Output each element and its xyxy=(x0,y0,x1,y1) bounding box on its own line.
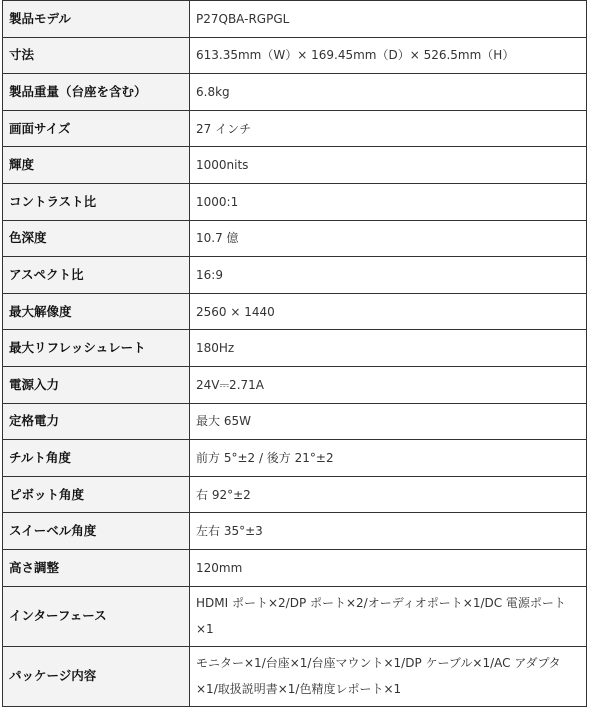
spec-row-dimensions xyxy=(3,37,587,74)
spec-label: ピボット角度 xyxy=(3,476,190,513)
spec-row-max-resolution xyxy=(3,293,587,330)
spec-row-color-depth xyxy=(3,220,587,257)
spec-value: HDMI ポート×2/DP ポート×2/オーディオポート×1/DC 電源ポート×1 xyxy=(190,586,587,646)
spec-row-contrast xyxy=(3,183,587,220)
spec-label: インターフェース xyxy=(3,586,190,646)
spec-label: 画面サイズ xyxy=(3,110,190,147)
spec-row-height-adjust xyxy=(3,549,587,586)
spec-value: 1000:1 xyxy=(190,183,587,220)
spec-row-tilt xyxy=(3,440,587,477)
spec-label: パッケージ内容 xyxy=(3,646,190,706)
spec-label: 色深度 xyxy=(3,220,190,257)
spec-row-pivot xyxy=(3,476,587,513)
spec-row-screen-size xyxy=(3,110,587,147)
spec-label: チルト角度 xyxy=(3,440,190,477)
spec-label: 輝度 xyxy=(3,147,190,184)
spec-row-refresh-rate xyxy=(3,330,587,367)
spec-value: 6.8kg xyxy=(190,74,587,111)
spec-label: 電源入力 xyxy=(3,366,190,403)
spec-label: 製品モデル xyxy=(3,1,190,38)
spec-value: 最大 65W xyxy=(190,403,587,440)
spec-table xyxy=(2,0,587,707)
spec-label: 高さ調整 xyxy=(3,549,190,586)
spec-row-interface xyxy=(3,586,587,646)
spec-row-package-contents xyxy=(3,646,587,706)
spec-value: 2560 × 1440 xyxy=(190,293,587,330)
spec-label: 最大解像度 xyxy=(3,293,190,330)
spec-value: 16:9 xyxy=(190,257,587,294)
spec-row-brightness xyxy=(3,147,587,184)
spec-label: 定格電力 xyxy=(3,403,190,440)
spec-row-aspect-ratio xyxy=(3,257,587,294)
spec-value: 左右 35°±3 xyxy=(190,513,587,550)
spec-value: 1000nits xyxy=(190,147,587,184)
spec-value: 613.35mm（W）× 169.45mm（D）× 526.5mm（H） xyxy=(190,37,587,74)
spec-value: 右 92°±2 xyxy=(190,476,587,513)
spec-label: コントラスト比 xyxy=(3,183,190,220)
spec-label: 寸法 xyxy=(3,37,190,74)
spec-row-weight xyxy=(3,74,587,111)
spec-value: P27QBA-RGPGL xyxy=(190,1,587,38)
spec-label: 製品重量（台座を含む） xyxy=(3,74,190,111)
spec-row-model xyxy=(3,1,587,38)
spec-value: 10.7 億 xyxy=(190,220,587,257)
spec-value: 24V⎓2.71A xyxy=(190,366,587,403)
spec-label: スイーベル角度 xyxy=(3,513,190,550)
spec-value: 180Hz xyxy=(190,330,587,367)
spec-label: 最大リフレッシュレート xyxy=(3,330,190,367)
spec-row-power-input xyxy=(3,366,587,403)
spec-value: 前方 5°±2 / 後方 21°±2 xyxy=(190,440,587,477)
spec-value: モニター×1/台座×1/台座マウント×1/DP ケーブル×1/AC アダプタ×1/取扱説明書×1/色精度レポート×1 xyxy=(190,646,587,706)
spec-label: アスペクト比 xyxy=(3,257,190,294)
spec-value: 120mm xyxy=(190,549,587,586)
spec-value: 27 インチ xyxy=(190,110,587,147)
spec-row-rated-power xyxy=(3,403,587,440)
spec-row-swivel xyxy=(3,513,587,550)
